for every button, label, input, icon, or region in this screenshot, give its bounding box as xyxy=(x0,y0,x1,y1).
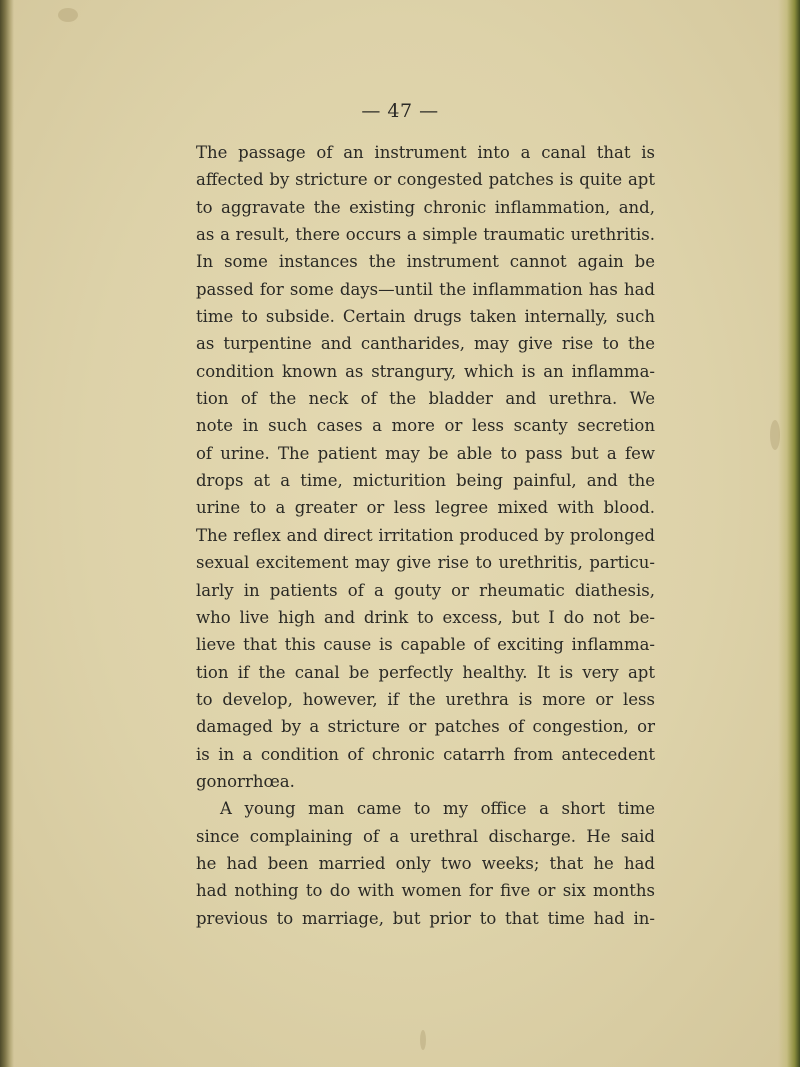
text-line: is in a condition of chronic catarrh from antecedent xyxy=(196,744,655,764)
paper-spot xyxy=(58,8,78,22)
text-line: passed for some days—until the inflammation has had xyxy=(196,279,655,299)
text-line: In some instances the instrument cannot again be xyxy=(196,252,655,272)
page-number: — 47 — xyxy=(361,100,439,122)
text-line: damaged by a stricture or patches of congestion, or xyxy=(196,717,655,737)
body-text xyxy=(196,139,655,932)
text-line: tion of the neck of the bladder and urethra. We xyxy=(196,389,655,409)
text-line: to aggravate the existing chronic inflammation, and, xyxy=(196,197,655,217)
text-line: time to subside. Certain drugs taken internally, such xyxy=(196,307,655,327)
text-line: as a result, there occurs a simple traumatic urethritis. xyxy=(196,225,655,245)
text-line: lieve that this cause is capable of exciting inflamma- xyxy=(196,635,655,655)
text-line: sexual excitement may give rise to urethritis, particu- xyxy=(196,553,655,573)
text-line: as turpentine and cantharides, may give rise to the xyxy=(196,334,655,354)
text-line: he had been married only two weeks; that he had xyxy=(196,853,655,873)
text-line: affected by stricture or congested patches is quite apt xyxy=(196,170,655,190)
paragraph-2 xyxy=(196,795,655,932)
text-line: since complaining of a urethral discharge. He said xyxy=(196,826,655,846)
text-line: urine to a greater or less legree mixed with blood. xyxy=(196,498,655,518)
text-line: gonorrhœa. xyxy=(196,771,295,791)
text-line: previous to marriage, but prior to that time had in- xyxy=(196,908,655,928)
paragraph-1 xyxy=(196,139,655,795)
page-edge-stain xyxy=(778,0,800,1067)
text-line: to develop, however, if the urethra is more or less xyxy=(196,689,655,709)
text-line: of urine. The patient may be able to pass but a few xyxy=(196,443,655,463)
text-line: note in such cases a more or less scanty secretion xyxy=(196,416,655,436)
paper-spot xyxy=(420,1030,426,1050)
paper-spot xyxy=(770,420,780,450)
text-line: condition known as strangury, which is an inflamma- xyxy=(196,361,655,381)
text-line: drops at a time, micturition being painful, and the xyxy=(196,471,655,491)
text-line: had nothing to do with women for five or six months xyxy=(196,881,655,901)
text-line: The passage of an instrument into a canal that is xyxy=(196,143,655,162)
text-line: A young man came to my office a short time xyxy=(220,799,655,819)
binding-gutter-shadow xyxy=(0,0,14,1067)
text-line: larly in patients of a gouty or rheumatic diathesis, xyxy=(196,580,655,600)
text-line: tion if the canal be perfectly healthy. It is very apt xyxy=(196,662,655,682)
text-line: The reflex and direct irritation produced by prolonged xyxy=(196,525,655,545)
text-line: who live high and drink to excess, but I do not be- xyxy=(196,607,655,627)
